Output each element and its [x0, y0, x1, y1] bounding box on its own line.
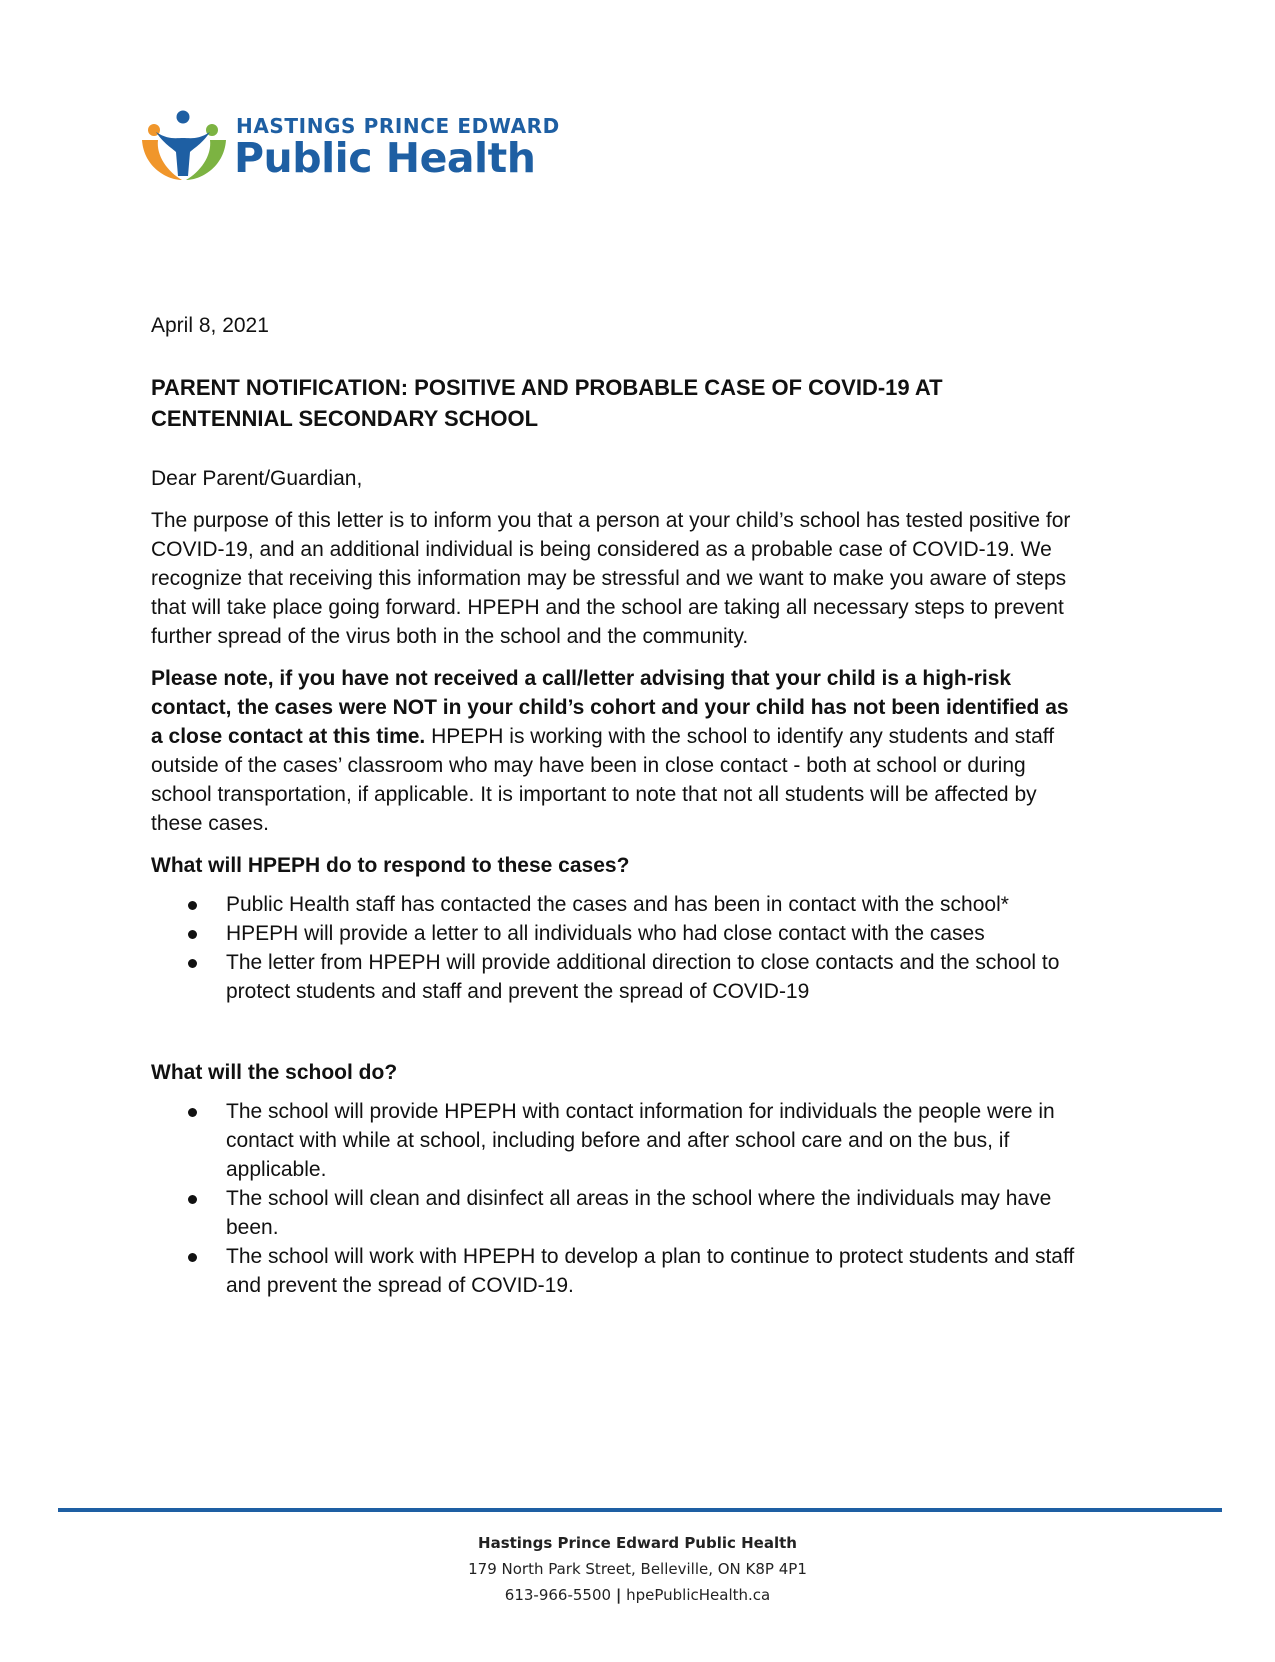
footer — [0, 1530, 1275, 1608]
section-heading-school: What will the school do? — [151, 1061, 398, 1084]
logo-org-line: HASTINGS PRINCE EDWARD — [236, 114, 560, 138]
letter-date: April 8, 2021 — [151, 314, 269, 337]
salutation: Dear Parent/Guardian, — [151, 467, 363, 490]
list-item: The school will provide HPEPH with contact information for individuals the people were in contact with while at school, including before and after school care and on the bus, if applicable. — [151, 1097, 1081, 1184]
list-item: Public Health staff has contacted the cases and has been in contact with the school* — [151, 890, 1081, 919]
bullet-icon — [188, 959, 197, 968]
footer-contact — [0, 1582, 1275, 1608]
paragraph-note — [151, 664, 1081, 838]
bullet-icon — [188, 930, 197, 939]
bullet-icon — [188, 1108, 197, 1117]
footer-divider — [58, 1508, 1222, 1512]
logo-public-health: Public Health — [234, 134, 536, 182]
people-logo-icon — [138, 110, 230, 184]
bullet-icon — [188, 1253, 197, 1262]
organization-logo — [138, 106, 560, 186]
list-item: The letter from HPEPH will provide additional direction to close contacts and the school to protect students and staff and prevent the spread of COVID-19 — [151, 948, 1081, 1006]
bullet-icon — [188, 1195, 197, 1204]
note-bold-text: Please note, if you have not received a call/letter advising that your child is a high-risk contact, the cases were NOT in your child’s cohort and your child has not been identified as a close contact at this time. — [151, 667, 1069, 748]
note-text: HPEPH is working with the school to identify any students and staff outside of the cases’ classroom who may have been in close contact - both at school or during school transportation, if applicable. It is important to note that not all students will be affected by these cases. — [151, 725, 1055, 835]
paragraph-purpose: The purpose of this letter is to inform you that a person at your child’s school has tested positive for COVID-19, and an additional individual is being considered as a probable case of COVID-19. We recognize that receiving this information may be stressful and we want to make you aware of steps that will take place going forward. HPEPH and the school are taking all necessary steps to prevent further spread of the virus both in the school and the community. — [151, 509, 1071, 648]
bullet-icon — [188, 901, 197, 910]
footer-separator: | — [615, 1586, 622, 1604]
section-heading-hpeph: What will HPEPH do to respond to these cases? — [151, 854, 630, 877]
footer-org-name: Hastings Prince Edward Public Health — [478, 1534, 797, 1552]
hpeph-actions-list — [151, 890, 1081, 1006]
footer-address: 179 North Park Street, Belleville, ON K8P 4P1 — [468, 1560, 807, 1578]
list-item: HPEPH will provide a letter to all individuals who had close contact with the cases — [151, 919, 1081, 948]
list-item: The school will clean and disinfect all areas in the school where the individuals may have been. — [151, 1184, 1081, 1242]
letter-body — [151, 311, 1081, 1314]
school-actions-list — [151, 1097, 1081, 1300]
footer-phone: 613-966-5500 — [504, 1586, 612, 1604]
letter-title: PARENT NOTIFICATION: POSITIVE AND PROBABLE CASE OF COVID-19 AT CENTENNIAL SECONDARY SCHOOL — [151, 375, 943, 431]
list-item: The school will work with HPEPH to develop a plan to continue to protect students and staff and prevent the spread of COVID-19. — [151, 1242, 1081, 1300]
footer-website: hpePublicHealth.ca — [626, 1586, 771, 1604]
